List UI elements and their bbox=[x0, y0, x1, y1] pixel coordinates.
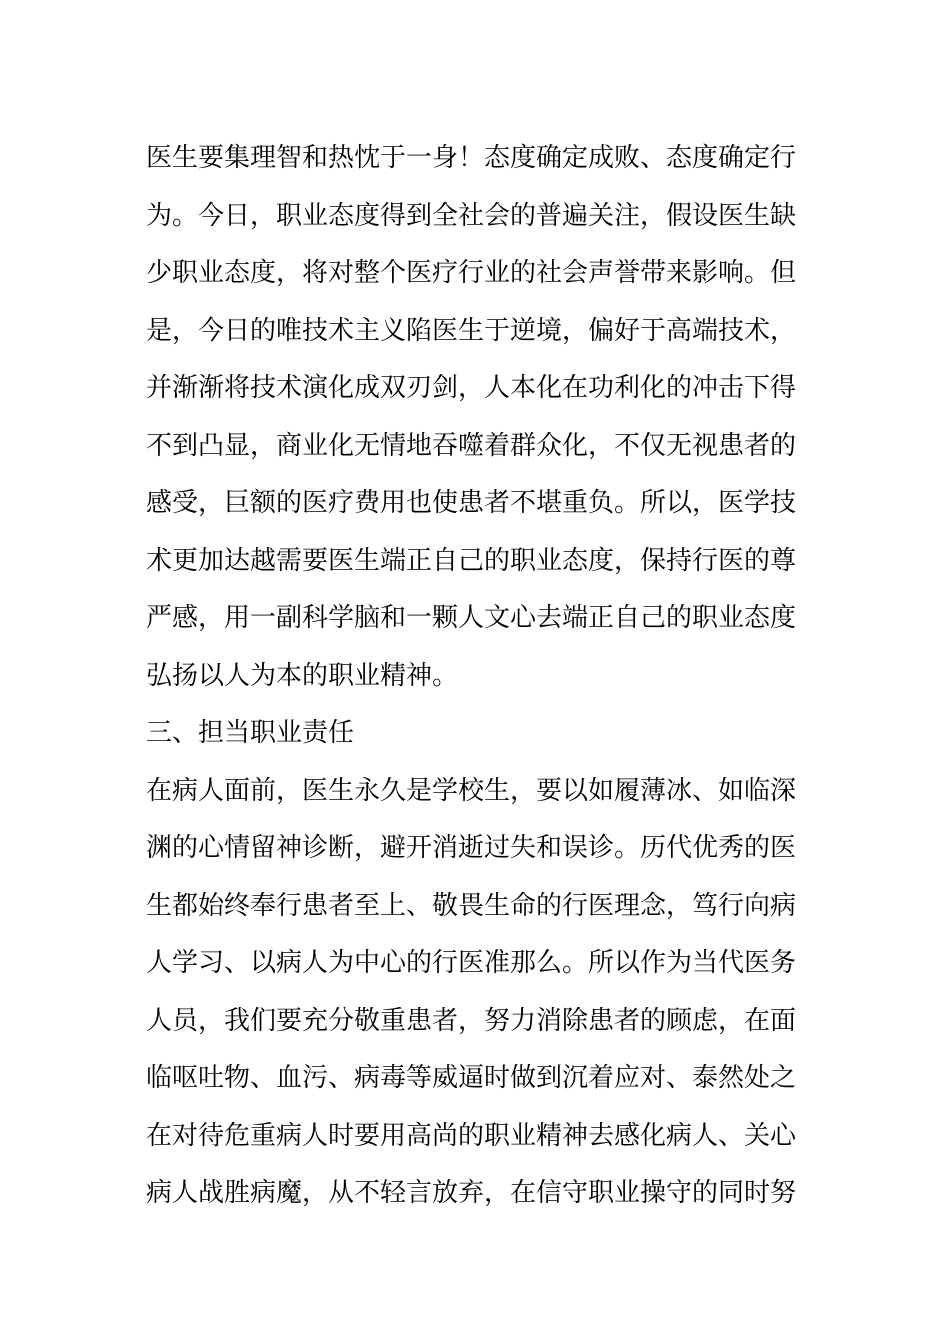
text-line: 术更加达越需要医生端正自己的职业态度，保持行医的尊 bbox=[146, 545, 797, 576]
section-heading: 三、担当职业责任 bbox=[146, 718, 355, 748]
text-line: 临呕吐物、血污、病毒等威逼时做到沉着应对、泰然处之 bbox=[146, 1063, 797, 1093]
text-line: 生都始终奉行患者至上、敬畏生命的行医理念，笃行向病 bbox=[146, 890, 797, 921]
text-line: 渊的心情留神诊断，避开消逝过失和误诊。历代优秀的医 bbox=[146, 833, 797, 863]
text-line: 弘扬以人为本的职业精神。 bbox=[146, 660, 459, 691]
text-line: 人学习、以病人为中心的行医准那么。所以作为当代医务 bbox=[146, 948, 797, 978]
text-line: 少职业态度，将对整个医疗行业的社会声誉带来影响。但 bbox=[146, 258, 797, 288]
text-line: 严感，用一副科学脑和一颗人文心去端正自己的职业态度 bbox=[146, 603, 797, 633]
text-line: 医生要集理智和热忱于一身！态度确定成败、态度确定行 bbox=[146, 143, 797, 173]
text-line: 并渐渐将技术演化成双刃剑，人本化在功利化的冲击下得 bbox=[146, 373, 797, 403]
text-line: 是，今日的唯技术主义陷医生于逆境，偏好于高端技术， bbox=[146, 315, 797, 346]
text-line: 感受，巨额的医疗费用也使患者不堪重负。所以，医学技 bbox=[146, 488, 797, 518]
text-line: 病人战胜病魔，从不轻言放弃，在信守职业操守的同时努 bbox=[146, 1178, 797, 1208]
text-line: 不到凸显，商业化无情地吞噬着群众化，不仅无视患者的 bbox=[146, 430, 797, 461]
text-line: 为。今日，职业态度得到全社会的普遍关注，假设医生缺 bbox=[146, 200, 797, 231]
text-line: 在对待危重病人时要用高尚的职业精神去感化病人、关心 bbox=[146, 1120, 797, 1151]
text-line: 在病人面前，医生永久是学校生，要以如履薄冰、如临深 bbox=[146, 775, 797, 806]
text-line: 人员，我们要充分敬重患者，努力消除患者的顾虑，在面 bbox=[146, 1005, 797, 1036]
document-body bbox=[146, 130, 811, 1223]
